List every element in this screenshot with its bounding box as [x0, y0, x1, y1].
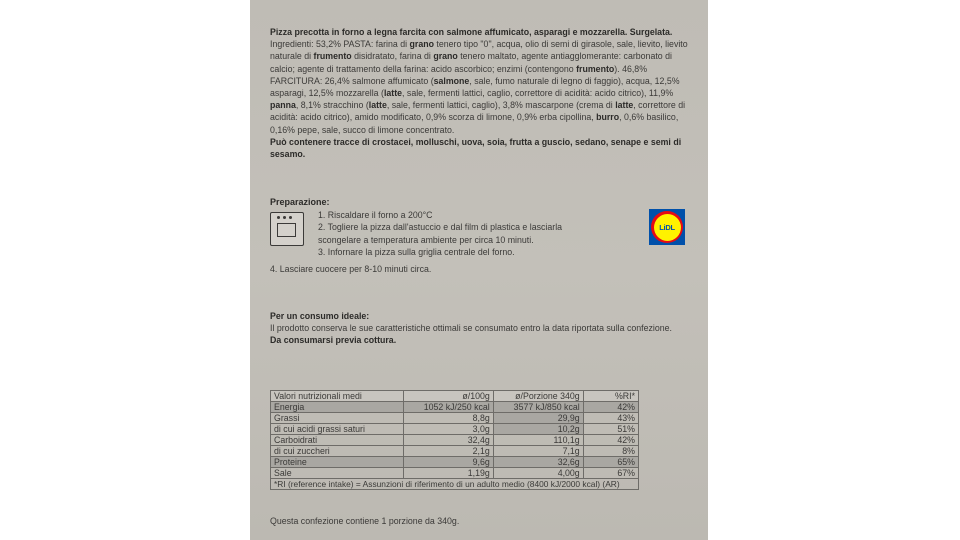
- table-row: [271, 446, 639, 457]
- preparation-steps: [318, 209, 618, 259]
- cooking-note: Da consumarsi previa cottura.: [270, 335, 397, 346]
- prep-step-2b: scongelare a temperatura ambiente per circa 10 minuti.: [318, 234, 534, 245]
- row-per100: 2,1g: [403, 446, 493, 457]
- row-label: di cui zuccheri: [271, 446, 404, 457]
- row-ri: 42%: [583, 402, 638, 413]
- row-per100: 9,6g: [403, 457, 493, 468]
- row-label: Energia: [271, 402, 404, 413]
- ingredients-block: [270, 26, 694, 160]
- nutrition-footnote-row: [271, 479, 639, 490]
- row-perportion: 3577 kJ/850 kcal: [493, 402, 583, 413]
- table-row: [271, 468, 639, 479]
- header-label: Valori nutrizionali medi: [271, 391, 404, 402]
- row-label: di cui acidi grassi saturi: [271, 424, 404, 435]
- header-per100: ø/100g: [403, 391, 493, 402]
- row-per100: 1052 kJ/250 kcal: [403, 402, 493, 413]
- allergen-warning: Può contenere tracce di crostacei, molluschi, uova, soia, frutta a guscio, sedano, senape e semi di sesamo.: [270, 136, 682, 160]
- row-perportion: 32,6g: [493, 457, 583, 468]
- table-row: [271, 413, 639, 424]
- product-title: Pizza precotta in forno a legna farcita con salmone affumicato, asparagi e mozzarella. Surgelata.: [270, 27, 673, 37]
- row-per100: 1,19g: [403, 468, 493, 479]
- ingredients-text: Ingredienti: 53,2% PASTA: farina di grano tenero tipo "0", acqua, olio di semi di girasole, sale, lievito, lievito naturale di frumento disidratato, farina di grano tenero maltato, agente antiagglomerante: carbonato di calcio; agente di trattamento della farina: acido ascorbico; enzimi (contengono frumento). 46,8% FARCITURA: 26,4% salmone affumicato (salmone, sale, fumo naturale di legno di faggio), acqua, 12,5% asparagi, 12,5% mozzarella (latte, sale, fermenti lattici, caglio, correttore di acidità: acido citrico), 11,9% panna, 8,1% stracchino (latte, sale, fermenti lattici, caglio), 3,8% mascarpone (crema di latte, correttore di acidità: acido citrico), amido modificato, 0,9% scorza di limone, 0,9% erba cipollina, burro, 0,6% basilico, 0,16% pepe, sale, succo di limone concentrato.: [270, 39, 688, 135]
- lidl-logo: [649, 209, 685, 245]
- row-ri: 67%: [583, 468, 638, 479]
- oven-icon: [270, 212, 304, 246]
- consumo-block: [270, 310, 694, 347]
- lidl-logo-text: LiDL: [654, 214, 681, 241]
- row-perportion: 110,1g: [493, 435, 583, 446]
- row-perportion: 4,00g: [493, 468, 583, 479]
- nutrition-header-row: [271, 391, 639, 402]
- row-per100: 32,4g: [403, 435, 493, 446]
- row-perportion: 10,2g: [493, 424, 583, 435]
- row-per100: 8,8g: [403, 413, 493, 424]
- table-row: [271, 402, 639, 413]
- prep-step-4: 4. Lasciare cuocere per 8-10 minuti circa.: [270, 264, 432, 274]
- row-perportion: 7,1g: [493, 446, 583, 457]
- row-ri: 65%: [583, 457, 638, 468]
- nutrition-footnote: *RI (reference intake) = Assunzioni di riferimento di un adulto medio (8400 kJ/2000 kcal) (AR): [271, 479, 639, 490]
- row-label: Carboidrati: [271, 435, 404, 446]
- row-label: Sale: [271, 468, 404, 479]
- prep-step-2a: 2. Togliere la pizza dall'astuccio e dal film di plastica e lasciarla: [318, 222, 563, 233]
- row-label: Proteine: [271, 457, 404, 468]
- header-perportion: ø/Porzione 340g: [493, 391, 583, 402]
- row-ri: 43%: [583, 413, 638, 424]
- header-ri: %RI*: [583, 391, 638, 402]
- row-ri: 51%: [583, 424, 638, 435]
- portion-note: Questa confezione contiene 1 porzione da 340g.: [270, 516, 460, 526]
- table-row: [271, 457, 639, 468]
- row-perportion: 29,9g: [493, 413, 583, 424]
- table-row: [271, 424, 639, 435]
- row-ri: 8%: [583, 446, 638, 457]
- table-row: [271, 435, 639, 446]
- row-label: Grassi: [271, 413, 404, 424]
- consumo-text: Il prodotto conserva le sue caratteristiche ottimali se consumato entro la data riportata sulla confezione.: [270, 323, 672, 334]
- row-per100: 3,0g: [403, 424, 493, 435]
- consumo-title: Per un consumo ideale:: [270, 311, 370, 321]
- prep-step-3: 3. Infornare la pizza sulla griglia centrale del forno.: [318, 247, 515, 258]
- row-ri: 42%: [583, 435, 638, 446]
- package-label: [250, 0, 708, 540]
- preparation-title: Preparazione:: [270, 197, 330, 207]
- nutrition-table: [270, 390, 639, 490]
- prep-step-1: 1. Riscaldare il forno a 200°C: [318, 210, 433, 220]
